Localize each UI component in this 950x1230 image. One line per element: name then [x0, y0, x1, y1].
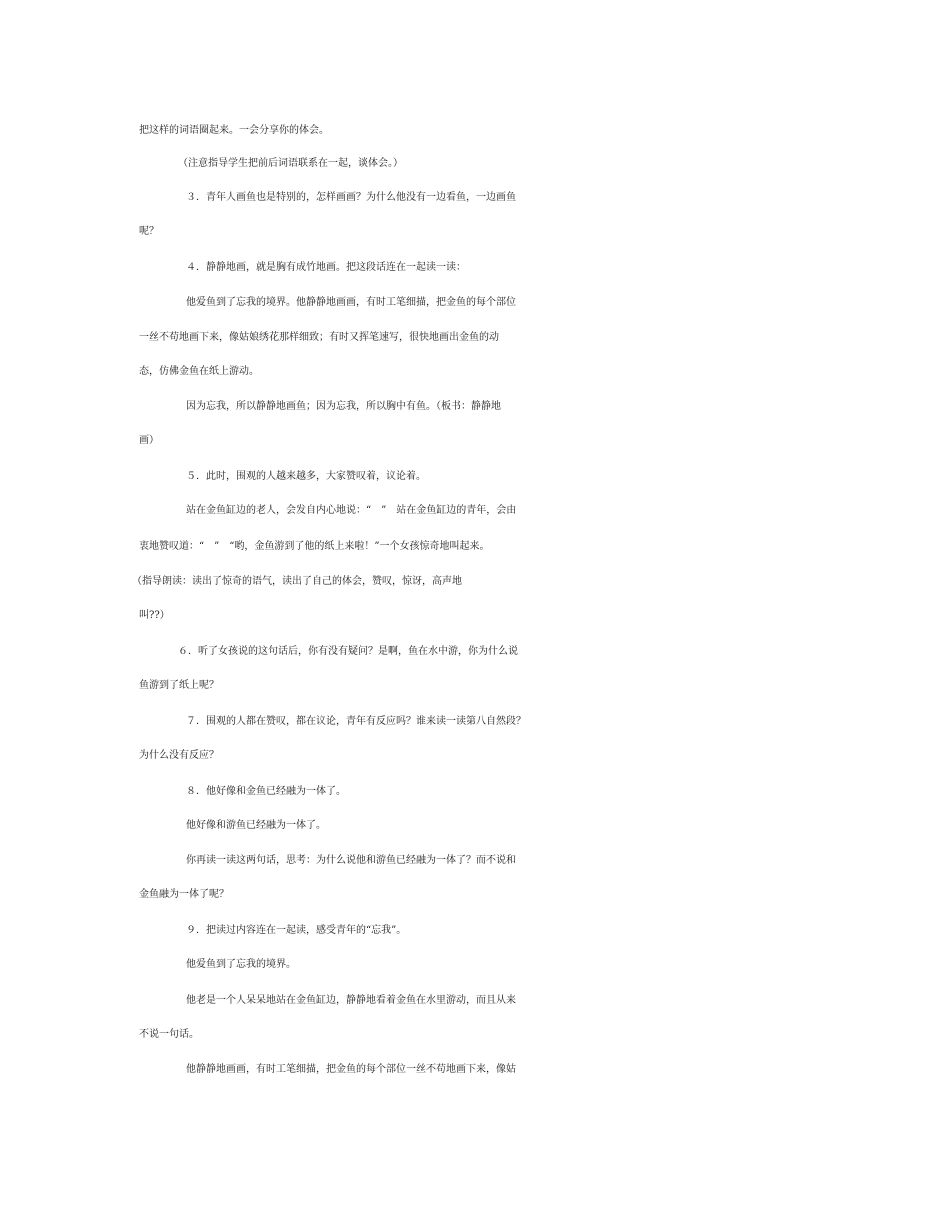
text-line: 为什么没有反应？: [139, 750, 219, 761]
text-line: 你再读一读这两句话，思考：为什么说他和游鱼已经融为一体了？而不说和: [186, 855, 516, 866]
text-line: 他静静地画画，有时工笔细描，把金鱼的每个部位一丝不苟地画下来，像姑: [186, 1064, 516, 1075]
text-line: 因为忘我，所以静静地画鱼；因为忘我，所以胸中有鱼。（板书：静静地: [186, 401, 501, 412]
text-line: ７．围观的人都在赞叹，都在议论，青年有反应吗？谁来读一读第八自然段？: [186, 716, 526, 727]
text-line: 他爱鱼到了忘我的境界。: [186, 959, 296, 970]
text-line: 叫??）: [139, 610, 170, 621]
text-line: ５．此时，围观的人越来越多，大家赞叹着，议论着。: [186, 471, 426, 482]
text-line: 态，仿佛金鱼在纸上游动。: [139, 366, 259, 377]
text-line: 衷地赞叹道：“ ” “哟，金鱼游到了他的纸上来啦！”一个女孩惊奇地叫起来。: [139, 541, 490, 552]
text-line: 把这样的词语圈起来。一会分享你的体会。: [139, 125, 329, 136]
text-line: ８．他好像和金鱼已经融为一体了。: [186, 786, 346, 797]
text-line: 画）: [139, 435, 159, 446]
text-line: 他爱鱼到了忘我的境界。他静静地画画，有时工笔细描，把金鱼的每个部位: [186, 297, 516, 308]
text-line: 一丝不苟地画下来，像姑娘绣花那样细致；有时又挥笔速写，很快地画出金鱼的动: [139, 332, 499, 343]
text-line: 金鱼融为一体了呢？: [139, 889, 229, 900]
text-line: 站在金鱼缸边的老人，会发自内心地说：“ ” 站在金鱼缸边的青年，会由: [186, 505, 517, 516]
text-line: ４．静静地画，就是胸有成竹地画。把这段话连在一起读一读：: [186, 262, 466, 273]
text-line: 他好像和游鱼已经融为一体了。: [186, 820, 326, 831]
text-line: ９．把读过内容连在一起读，感受青年的“忘我”。: [186, 925, 407, 936]
text-line: ３．青年人画鱼也是特别的，怎样画画？为什么他没有一边看鱼，一边画鱼: [186, 192, 516, 203]
text-line: （注意指导学生把前后词语联系在一起，谈体会。）: [178, 158, 403, 169]
text-line: （指导朗读：读出了惊奇的语气，读出了自己的体会，赞叹，惊讶，高声地: [132, 576, 462, 587]
text-line: ６．听了女孩说的这句话后，你有没有疑问？是啊，鱼在水中游，你为什么说: [178, 646, 518, 657]
text-line: 他老是一个人呆呆地站在金鱼缸边，静静地看着金鱼在水里游动，而且从来: [186, 995, 516, 1006]
text-line: 不说一句话。: [139, 1029, 199, 1040]
text-line: 呢？: [139, 226, 159, 237]
text-line: 鱼游到了纸上呢？: [139, 680, 219, 691]
